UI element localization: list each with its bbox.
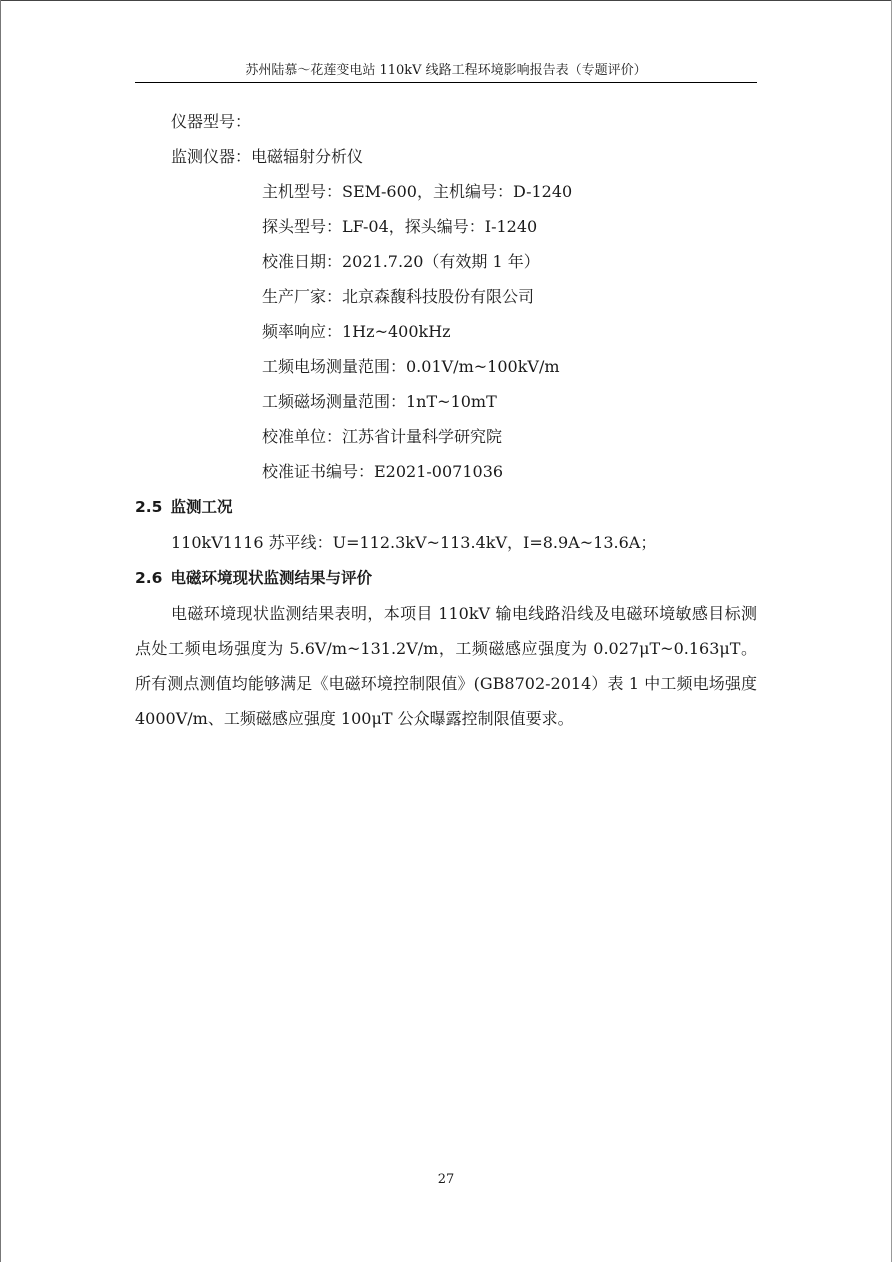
instrument-device: 监测仪器：电磁辐射分析仪 xyxy=(171,147,364,166)
page-content xyxy=(135,104,757,736)
section-number: 2.5 xyxy=(135,498,163,516)
section-heading-2-5 xyxy=(135,489,757,525)
spec-host-model: 主机型号：SEM-600，主机编号：D-1240 xyxy=(262,182,573,201)
section-heading-2-6 xyxy=(135,560,757,596)
spec-calibration-unit: 校准单位：江苏省计量科学研究院 xyxy=(262,427,503,446)
spec-manufacturer: 生产厂家：北京森馥科技股份有限公司 xyxy=(262,287,535,306)
spec-calibration-date: 校准日期：2021.7.20（有效期 1 年） xyxy=(262,252,540,271)
spec-probe-model: 探头型号：LF-04，探头编号：I-1240 xyxy=(262,217,538,236)
results-paragraph: 电磁环境现状监测结果表明，本项目 110kV 输电线路沿线及电磁环境敏感目标测点处工频电场强度为 5.6V/m~131.2V/m，工频磁感应强度为 0.027μT~0.163μT。所有测点测值均能够满足《电磁环境控制限值》(GB8702-2014）表 1 中工频电场强度 4000V/m、工频磁感应强度 100μT 公众曝露控制限值要求。 xyxy=(135,604,757,728)
spec-frequency-response: 频率响应：1Hz~400kHz xyxy=(262,322,451,341)
instrument-model-label: 仪器型号： xyxy=(171,112,252,131)
spec-magnetic-field-range: 工频磁场测量范围：1nT~10mT xyxy=(262,392,497,411)
spec-electric-field-range: 工频电场测量范围：0.01V/m~100kV/m xyxy=(262,357,560,376)
spec-certificate-number: 校准证书编号：E2021-0071036 xyxy=(262,462,504,481)
page-number: 27 xyxy=(437,1172,455,1187)
running-header: 苏州陆慕～花莲变电站 110kV 线路工程环境影响报告表（专题评价） xyxy=(245,63,647,78)
header-rule xyxy=(135,82,757,83)
section-number: 2.6 xyxy=(135,569,163,587)
instrument-spec-list xyxy=(135,174,757,489)
page-border xyxy=(0,0,892,1)
section-title: 监测工况 xyxy=(170,498,233,516)
operating-condition-text: 110kV1116 苏平线：U=112.3kV~113.4kV，I=8.9A~13.6A； xyxy=(171,533,657,552)
page-border-left xyxy=(0,0,1,1262)
section-title: 电磁环境现状监测结果与评价 xyxy=(170,569,372,587)
